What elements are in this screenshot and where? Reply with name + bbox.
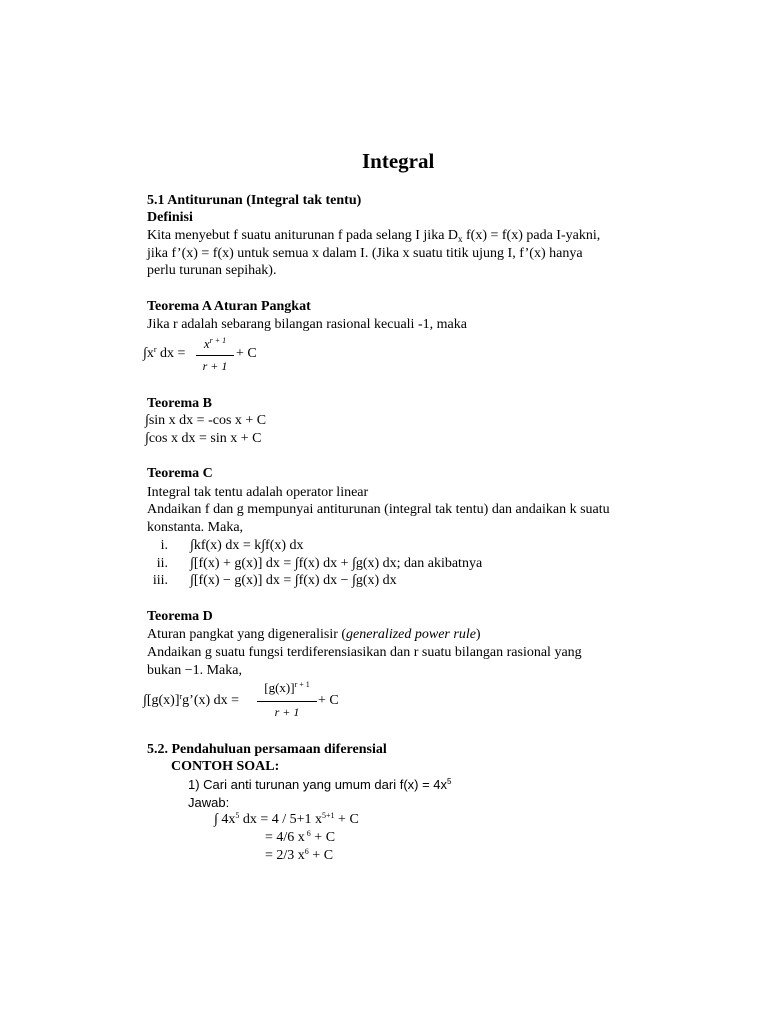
- formula-text: dx =: [156, 346, 186, 361]
- theorem-d-line-2: Andaikan g suatu fungsi terdiferensiasikan dan r suatu bilangan rasional yang: [147, 645, 582, 660]
- definition-line-1: [147, 227, 600, 244]
- fraction-bar: [196, 355, 234, 356]
- list-item-number: iii.: [152, 573, 168, 588]
- theorem-text: Aturan pangkat yang digeneralisir (: [147, 627, 347, 642]
- formula-text: g’(x) dx =: [182, 693, 240, 708]
- step-text: = 4/6 x: [265, 830, 305, 845]
- fraction-denominator: r + 1: [274, 705, 300, 719]
- superscript: 5: [235, 811, 240, 820]
- superscript: 6: [304, 829, 311, 838]
- fraction-denominator: r + 1: [202, 359, 228, 373]
- theorem-a-lhs: [143, 345, 185, 362]
- step-text: dx = 4 / 5+1 x: [239, 812, 323, 827]
- theorem-b-line-2: ∫cos x dx = sin x + C: [145, 431, 262, 446]
- theorem-d-heading: Teorema D: [147, 609, 213, 624]
- superscript: 6: [304, 847, 309, 856]
- theorem-b-line-1: ∫sin x dx = -cos x + C: [145, 413, 267, 428]
- definition-line-3: perlu turunan sepihak).: [147, 263, 277, 278]
- definition-line-2: jika f’(x) = f(x) untuk semua x dalam I. (Jika x suatu titik ujung I, f’(x) hanya: [147, 246, 583, 261]
- superscript: r + 1: [294, 680, 310, 689]
- theorem-c-line-3: konstanta. Maka,: [147, 520, 244, 535]
- subscript: x: [458, 234, 463, 244]
- theorem-d-lhs: [143, 692, 239, 709]
- section-5-2-heading: 5.2. Pendahuluan persamaan diferensial: [147, 742, 387, 757]
- fraction-numerator: [257, 680, 317, 696]
- numerator-base: x: [203, 336, 210, 351]
- question-text: 1) Cari anti turunan yang umum dari f(x) = 4x: [188, 777, 448, 792]
- theorem-a-fraction: [196, 336, 234, 378]
- fraction-numerator: [196, 336, 234, 352]
- theorem-c-heading: Teorema C: [147, 466, 213, 481]
- contoh-soal-heading: CONTOH SOAL:: [171, 759, 280, 774]
- list-item-number: i.: [160, 538, 168, 553]
- superscript: r + 1: [209, 336, 227, 345]
- theorem-a-heading: Teorema A Aturan Pangkat: [147, 299, 311, 314]
- numerator-base: [g(x)]: [264, 680, 295, 695]
- theorem-c-line-2: Andaikan f dan g mempunyai antiturunan (integral tak tentu) dan andaikan k suatu: [147, 502, 610, 517]
- superscript: r: [179, 692, 183, 701]
- definition-heading: Definisi: [147, 210, 193, 225]
- theorem-d-rhs: + C: [318, 693, 339, 708]
- theorem-a-line: Jika r adalah sebarang bilangan rasional kecuali -1, maka: [147, 317, 467, 332]
- list-item: ∫kf(x) dx = k∫f(x) dx: [190, 538, 304, 553]
- solution-step-3: [265, 847, 333, 864]
- theorem-a-rhs: + C: [236, 346, 257, 361]
- page-title: Integral: [362, 149, 435, 173]
- answer-label: Jawab:: [188, 795, 230, 810]
- definition-text: f(x) = f(x) pada I-yakni,: [462, 228, 601, 243]
- theorem-d-fraction: [257, 680, 317, 724]
- superscript: r: [153, 345, 157, 354]
- formula-text: ∫[g(x)]: [143, 693, 180, 708]
- list-item: ∫[f(x) + g(x)] dx = ∫f(x) dx + ∫g(x) dx; dan akibatnya: [190, 556, 483, 571]
- step-text: + C: [334, 812, 359, 827]
- step-text: + C: [310, 830, 336, 845]
- theorem-b-heading: Teorema B: [147, 396, 212, 411]
- theorem-d-line-3: bukan −1. Maka,: [147, 663, 242, 678]
- theorem-text: ): [475, 627, 481, 642]
- theorem-italic-text: generalized power rule: [346, 627, 476, 642]
- theorem-d-line-1: [147, 626, 481, 643]
- solution-step-2: [265, 829, 335, 846]
- formula-text: ∫x: [143, 346, 154, 361]
- list-item: ∫[f(x) − g(x)] dx = ∫f(x) dx − ∫g(x) dx: [190, 573, 397, 588]
- list-item-number: ii.: [156, 556, 168, 571]
- fraction-bar: [257, 701, 317, 702]
- step-text: + C: [308, 848, 334, 863]
- step-text: ∫ 4x: [214, 812, 236, 827]
- question-1: [188, 776, 451, 793]
- superscript: 5+1: [322, 811, 335, 820]
- section-5-1-heading: 5.1 Antiturunan (Integral tak tentu): [147, 193, 362, 208]
- definition-text: Kita menyebut f suatu aniturunan f pada selang I jika D: [147, 228, 459, 243]
- theorem-c-line-1: Integral tak tentu adalah operator linear: [147, 485, 369, 500]
- superscript: 5: [447, 777, 452, 786]
- solution-step-1: [214, 811, 359, 828]
- step-text: = 2/3 x: [265, 848, 305, 863]
